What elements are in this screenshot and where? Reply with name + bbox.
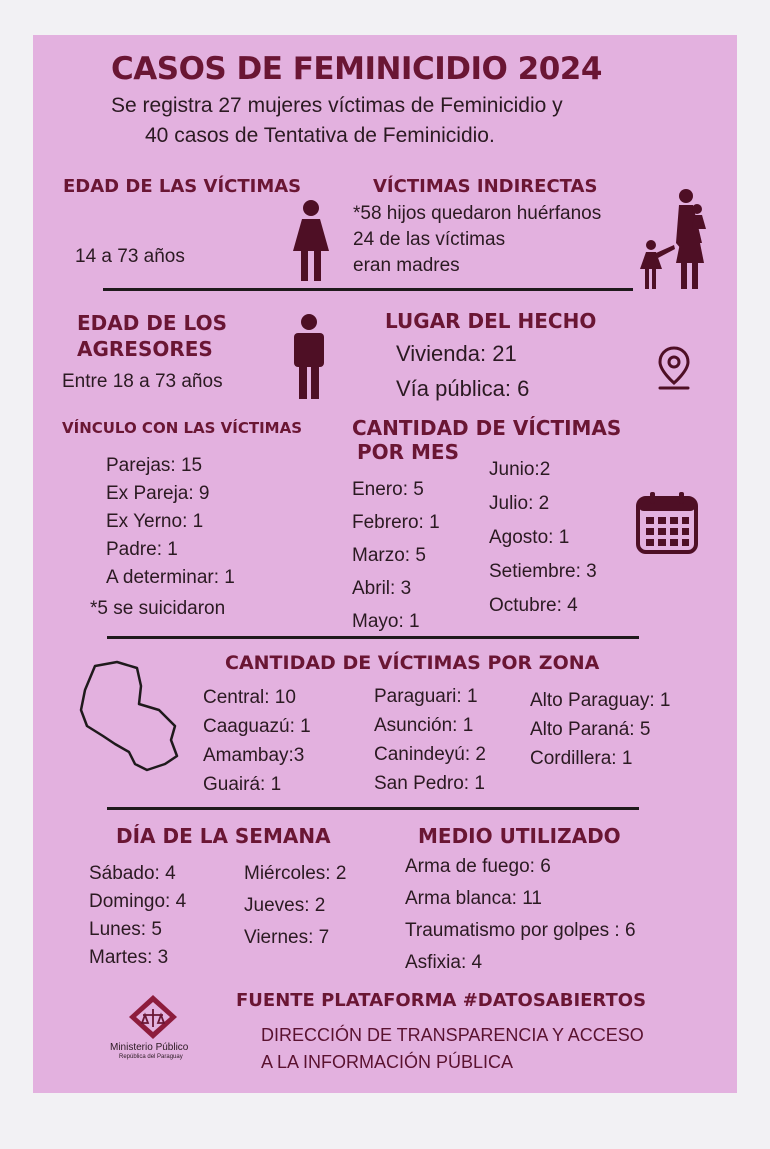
ministerio-publico-logo [123, 993, 183, 1041]
mes-item: Octubre: 4 [489, 595, 578, 616]
edad-victimas-value: 14 a 73 años [75, 246, 185, 267]
medio-item: Arma de fuego: 6 [405, 856, 551, 877]
mes-item: Abril: 3 [352, 578, 412, 599]
direccion-line-1: DIRECCIÓN DE TRANSPARENCIA Y ACCESO [261, 1025, 644, 1045]
mes-item: Febrero: 1 [352, 512, 440, 533]
edad-agresores-heading-line-2: AGRESORES [77, 337, 213, 361]
zona-item: Amambay:3 [203, 745, 305, 766]
zona-col-2 [374, 682, 486, 798]
zona-item: Alto Paraná: 5 [530, 719, 651, 740]
location-pin-icon [657, 345, 691, 391]
por-mes-heading-line-1: CANTIDAD DE VÍCTIMAS [352, 416, 622, 440]
vinculo-item: Parejas: 15 [106, 455, 203, 476]
vinculo-item: Ex Yerno: 1 [106, 511, 204, 532]
medio-item: Arma blanca: 11 [405, 888, 542, 909]
vinculo-item: A determinar: 1 [106, 567, 235, 588]
zona-item: Caaguazú: 1 [203, 716, 311, 737]
zona-item: San Pedro: 1 [374, 773, 485, 794]
divider [107, 807, 639, 810]
zona-item: Guairá: 1 [203, 774, 282, 795]
medio-item: Traumatismo por golpes : 6 [405, 920, 636, 941]
logo-sub: República del Paraguay [119, 1054, 183, 1060]
zona-item: Paraguari: 1 [374, 686, 478, 707]
subtitle-line-2: 40 casos de Tentativa de Feminicidio. [145, 124, 495, 147]
vinculo-item: Padre: 1 [106, 539, 178, 560]
edad-agresores-value: Entre 18 a 73 años [62, 371, 223, 392]
dia-item: Lunes: 5 [89, 919, 162, 940]
fuente-text: FUENTE PLATAFORMA #DATOSABIERTOS [236, 990, 647, 1011]
infographic-card [33, 35, 737, 1093]
direccion-line-2: A LA INFORMACIÓN PÚBLICA [261, 1052, 514, 1072]
dia-item: Sábado: 4 [89, 863, 176, 884]
zona-item: Asunción: 1 [374, 715, 474, 736]
medio-list [405, 851, 636, 979]
por-mes-col-1 [352, 473, 440, 638]
calendar-icon [635, 491, 699, 555]
dia-item: Miércoles: 2 [244, 863, 347, 884]
mes-item: Mayo: 1 [352, 611, 420, 632]
mes-item: Enero: 5 [352, 479, 424, 500]
por-mes-col-2 [489, 453, 597, 623]
zona-item: Alto Paraguay: 1 [530, 690, 671, 711]
dia-item: Domingo: 4 [89, 891, 187, 912]
zona-col-3 [530, 686, 670, 773]
woman-icon [289, 199, 333, 281]
lugar-hecho-heading: LUGAR DEL HECHO [385, 309, 597, 333]
por-zona-heading: CANTIDAD DE VÍCTIMAS POR ZONA [225, 652, 600, 674]
edad-victimas-heading: EDAD DE LAS VÍCTIMAS [63, 176, 302, 197]
medio-item: Asfixia: 4 [405, 952, 483, 973]
mes-item: Marzo: 5 [352, 545, 426, 566]
victimas-indirectas-list [353, 201, 601, 279]
victimas-indirectas-line: 24 de las víctimas [353, 229, 506, 250]
title: CASOS DE FEMINICIDIO 2024 [111, 51, 602, 87]
victimas-indirectas-line: eran madres [353, 255, 460, 276]
vinculo-item: Ex Pareja: 9 [106, 483, 210, 504]
dia-col-1 [89, 860, 186, 972]
dia-semana-heading: DÍA DE LA SEMANA [116, 824, 331, 848]
divider [107, 636, 639, 639]
dia-item: Martes: 3 [89, 947, 169, 968]
subtitle-line-1: Se registra 27 mujeres víctimas de Feminicidio y [111, 94, 563, 117]
lugar-hecho-item: Vivienda: 21 [396, 341, 517, 366]
vinculo-note: *5 se suicidaron [90, 598, 226, 619]
divider [103, 288, 633, 291]
zona-item: Central: 10 [203, 687, 296, 708]
edad-agresores-heading-line-1: EDAD DE LOS [77, 311, 227, 335]
zona-col-1 [203, 683, 311, 799]
zona-item: Canindeyú: 2 [374, 744, 486, 765]
medio-heading: MEDIO UTILIZADO [418, 824, 621, 848]
man-icon [292, 313, 326, 399]
por-mes-heading-line-2: POR MES [357, 440, 459, 464]
mes-item: Setiembre: 3 [489, 561, 597, 582]
dia-col-2 [244, 858, 346, 954]
paraguay-map-icon [77, 660, 183, 774]
dia-item: Jueves: 2 [244, 895, 326, 916]
mes-item: Junio:2 [489, 459, 551, 480]
zona-item: Cordillera: 1 [530, 748, 633, 769]
lugar-hecho-item: Vía pública: 6 [396, 376, 530, 401]
mother-child-icon [636, 187, 710, 291]
dia-item: Viernes: 7 [244, 927, 330, 948]
logo-name: Ministerio Público [110, 1042, 189, 1053]
victimas-indirectas-line: *58 hijos quedaron huérfanos [353, 203, 602, 224]
vinculo-list [106, 452, 235, 592]
mes-item: Agosto: 1 [489, 527, 570, 548]
victimas-indirectas-heading: VÍCTIMAS INDIRECTAS [373, 176, 598, 197]
mes-item: Julio: 2 [489, 493, 550, 514]
vinculo-heading: VÍNCULO CON LAS VÍCTIMAS [62, 419, 303, 437]
